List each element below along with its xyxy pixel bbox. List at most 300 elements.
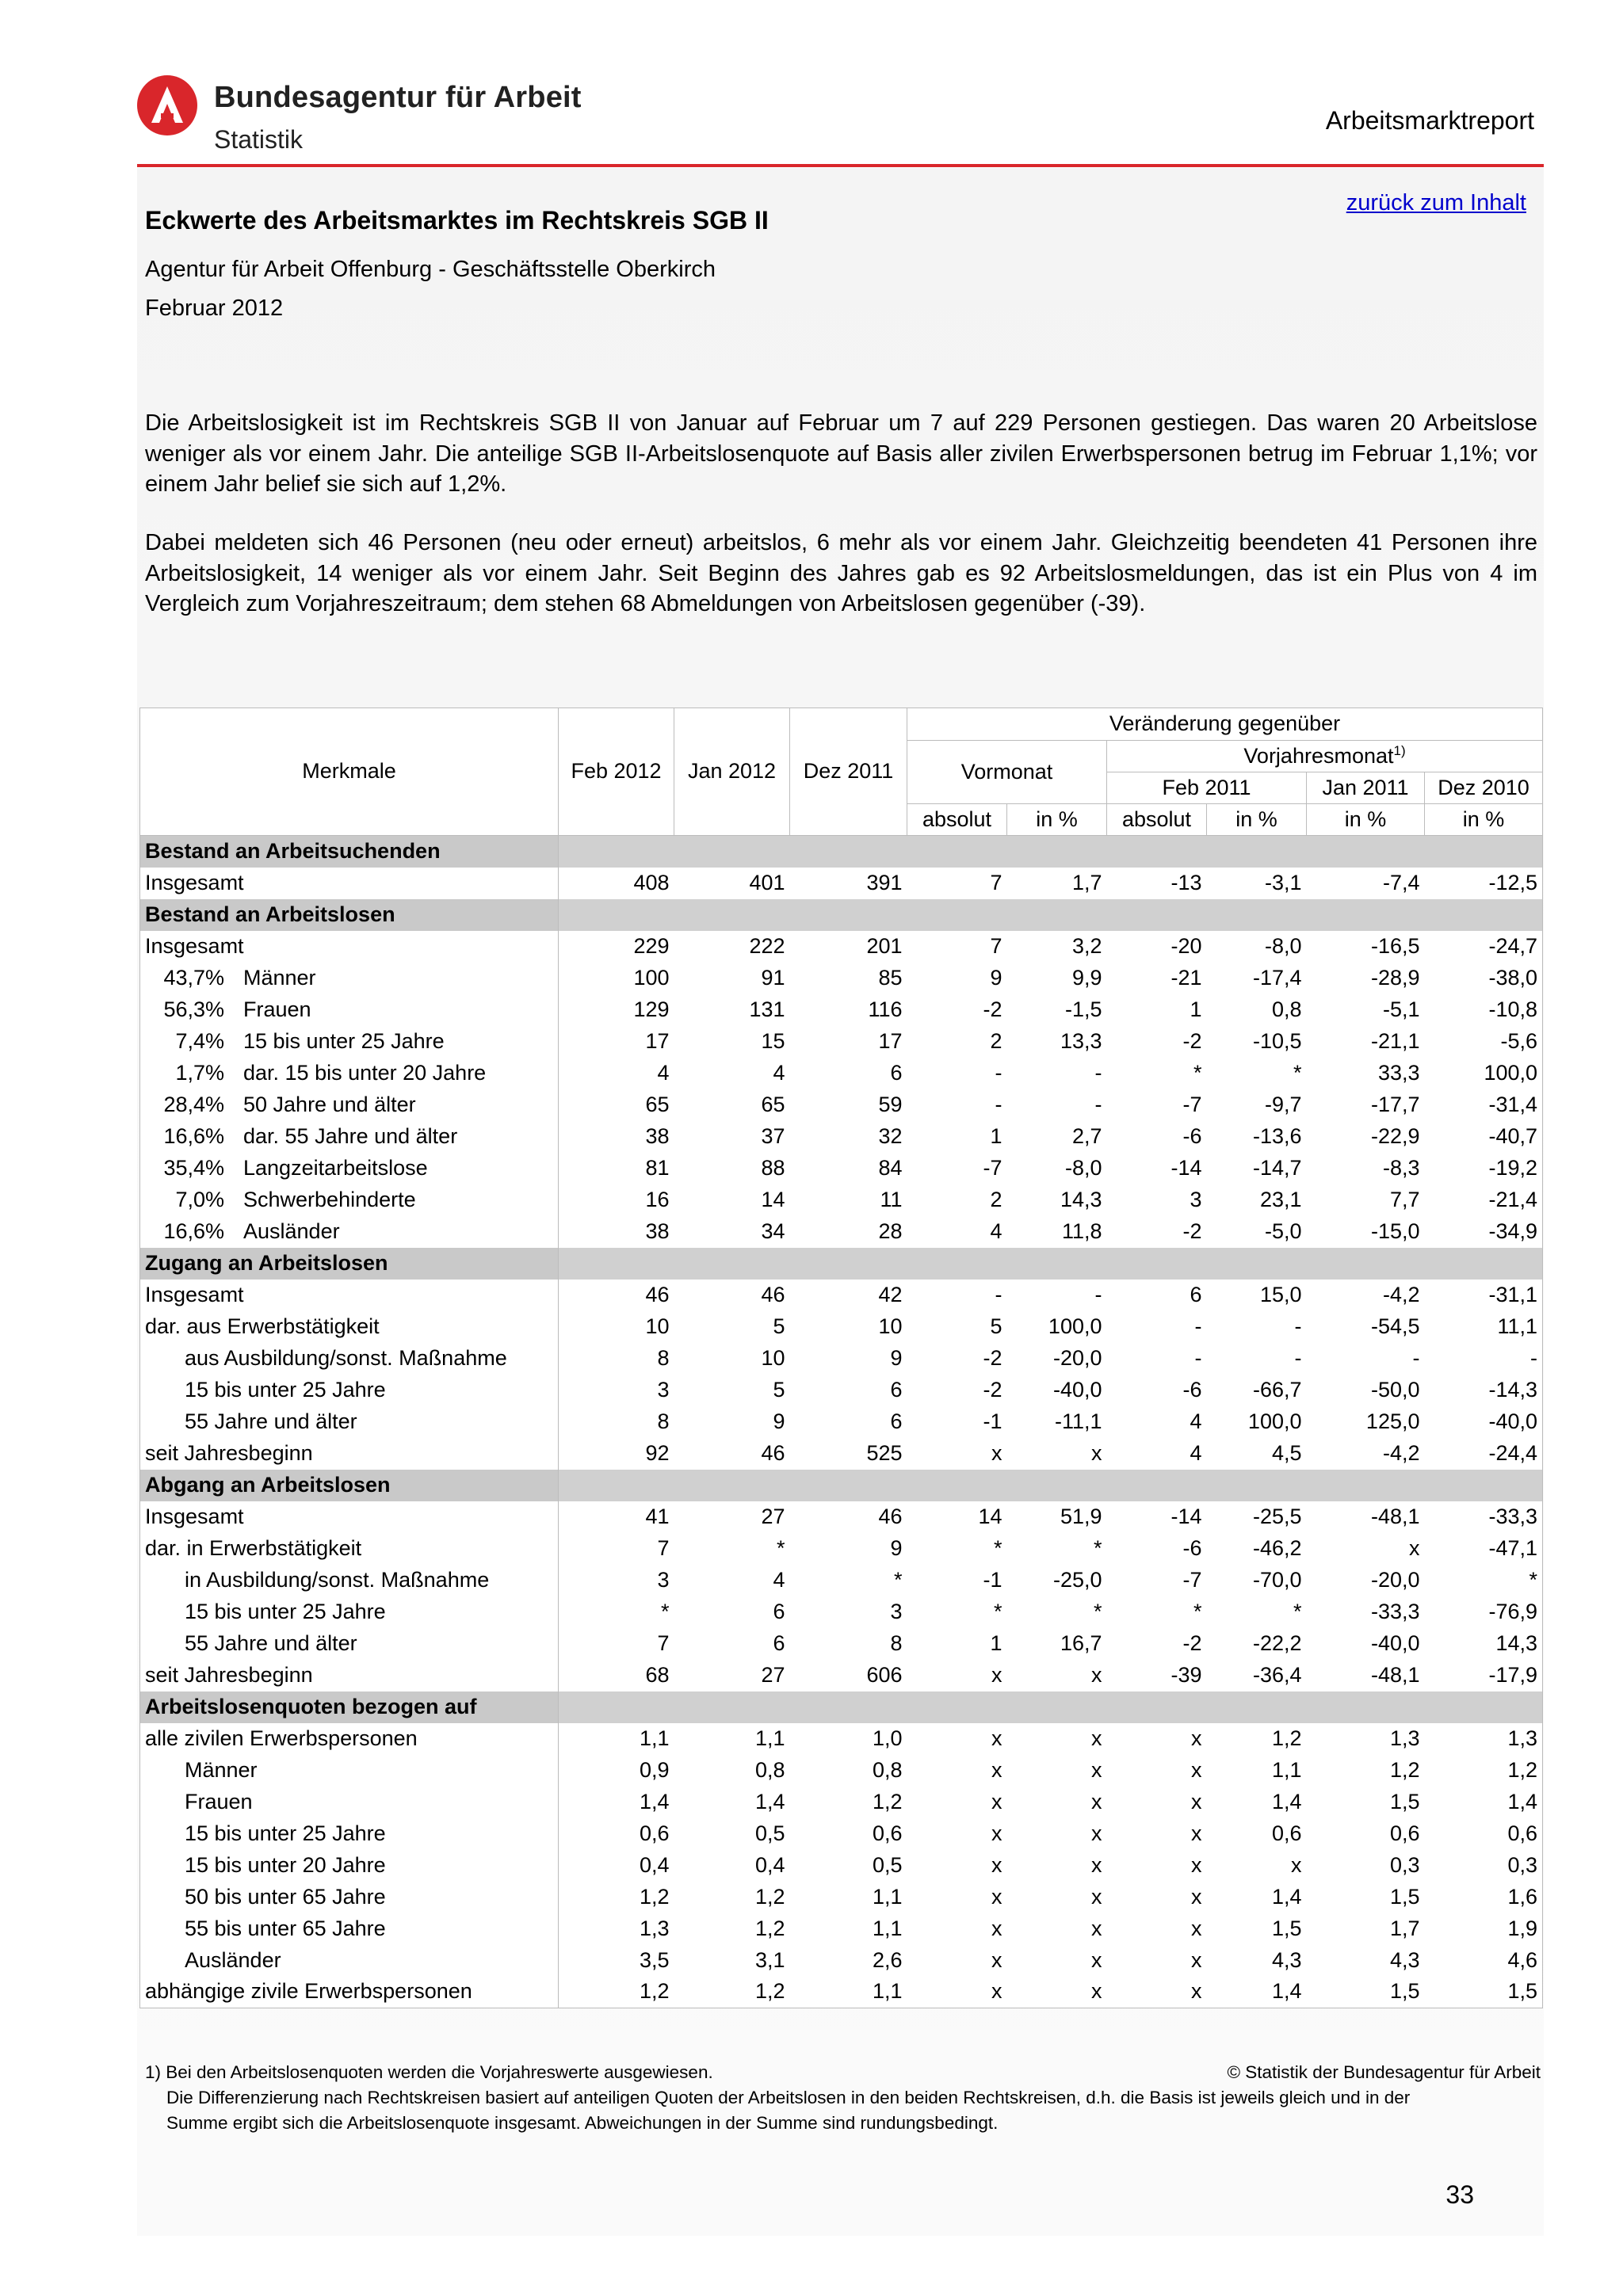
value-cell: -5,1 [1382, 997, 1420, 1021]
section-title: Abgang an Arbeitslosen [140, 1470, 559, 1501]
value-cell: 606 [866, 1662, 903, 1687]
value-cell: 14,3 [1060, 1187, 1102, 1211]
value-cell: x [1191, 1979, 1202, 2004]
value-cell: x [991, 1916, 1002, 1940]
row-label [140, 1438, 559, 1470]
value-cell: 1,3 [639, 1916, 670, 1940]
value-cell: 0,5 [872, 1852, 903, 1877]
value-cell: 16,7 [1060, 1630, 1102, 1655]
value-cell: 9 [773, 1409, 785, 1433]
value-cell: -3,1 [1264, 870, 1302, 894]
value-cell: 11,1 [1425, 1311, 1543, 1343]
value-cell: 1 [990, 1630, 1002, 1655]
value-cell: * [1093, 1599, 1102, 1623]
value-cell: x [1091, 1440, 1102, 1465]
table-row [140, 1755, 1543, 1787]
value-cell: x [1091, 1662, 1102, 1687]
value-cell: 9,9 [1071, 965, 1102, 990]
table-row [140, 1501, 1543, 1533]
value-cell: -40,0 [1052, 1377, 1102, 1402]
value-cell: 46 [878, 1504, 903, 1528]
row-label-text: in Ausbildung/sonst. Maßnahme [185, 1567, 490, 1592]
value-cell: 0,6 [1271, 1821, 1302, 1845]
value-cell: 34 [761, 1219, 785, 1243]
value-cell: 8 [657, 1409, 670, 1433]
table-row [140, 1375, 1543, 1406]
value-cell: 8 [890, 1630, 903, 1655]
row-label [140, 1026, 559, 1058]
row-label-text: dar. aus Erwerbstätigkeit [145, 1314, 380, 1338]
value-cell: 1,2 [639, 1884, 670, 1909]
row-label-text: 50 bis unter 65 Jahre [185, 1884, 386, 1909]
value-cell: 100 [633, 965, 670, 990]
value-cell: 10 [761, 1345, 785, 1370]
value-cell: 9 [890, 1345, 903, 1370]
value-cell: -2 [983, 1377, 1002, 1402]
row-label [140, 994, 559, 1026]
value-cell: * [776, 1535, 785, 1560]
value-cell: 6 [1190, 1282, 1202, 1306]
value-cell: 10 [878, 1314, 903, 1338]
value-cell: 59 [878, 1092, 903, 1116]
section-fill [559, 1248, 1543, 1280]
value-cell: -22,9 [1370, 1123, 1420, 1148]
row-label-text: 15 bis unter 20 Jahre [185, 1852, 386, 1877]
value-cell: 33,3 [1377, 1060, 1420, 1085]
value-cell: - [1294, 1345, 1302, 1370]
value-cell: * [660, 1599, 670, 1623]
value-cell: -16,5 [1370, 933, 1420, 958]
table-row [140, 1089, 1543, 1121]
brand-name: Bundesagentur für Arbeit [214, 81, 582, 114]
value-cell: x [1191, 1821, 1202, 1845]
row-label-text: Männer [243, 965, 316, 990]
table-row [140, 1945, 1543, 1977]
value-cell: -14 [1170, 1155, 1202, 1180]
value-cell: -1 [983, 1409, 1002, 1433]
row-label [140, 1153, 559, 1184]
report-period: Februar 2012 [145, 296, 284, 321]
value-cell: 1,5 [1425, 1977, 1543, 2008]
value-cell: - [1194, 1345, 1202, 1370]
value-cell: -24,7 [1425, 931, 1543, 963]
row-label [140, 1723, 559, 1755]
value-cell: 37 [761, 1123, 785, 1148]
value-cell: -20 [1170, 933, 1202, 958]
share-percent: 43,7% [163, 965, 224, 990]
value-cell: 0,8 [754, 1757, 785, 1782]
section-fill [559, 836, 1543, 868]
value-cell: 3,5 [639, 1947, 670, 1972]
value-cell: 0,5 [754, 1821, 785, 1845]
share-percent: 56,3% [163, 997, 224, 1021]
value-cell: 5 [773, 1314, 785, 1338]
table-row [140, 1913, 1543, 1945]
value-cell: 7 [990, 870, 1002, 894]
row-label-text: Ausländer [185, 1947, 281, 1972]
value-cell: -21,4 [1425, 1184, 1543, 1216]
value-cell: * [993, 1599, 1002, 1623]
header-merkmale: Merkmale [140, 708, 559, 836]
value-cell: x [991, 1440, 1002, 1465]
value-cell: 13,3 [1060, 1028, 1102, 1053]
value-cell: 81 [645, 1155, 670, 1180]
value-cell: 1,5 [1389, 1979, 1420, 2004]
value-cell: 51,9 [1060, 1504, 1102, 1528]
value-cell: -13,6 [1252, 1123, 1302, 1148]
footnote-marker: 1) [1393, 743, 1406, 759]
value-cell: x [991, 1884, 1002, 1909]
value-cell: x [1191, 1884, 1202, 1909]
vorjahresmonat-label: Vorjahresmonat [1243, 744, 1394, 769]
header-dez2010-pct: in % [1425, 804, 1543, 836]
row-label [140, 1596, 559, 1628]
table-row [140, 1660, 1543, 1691]
value-cell: -40,0 [1370, 1630, 1420, 1655]
value-cell: 91 [761, 965, 785, 990]
table-row [140, 1121, 1543, 1153]
back-to-contents-link[interactable]: zurück zum Inhalt [1346, 190, 1526, 215]
header-dez2010: Dez 2010 [1425, 772, 1543, 804]
header-vorjahr-pct: in % [1207, 804, 1307, 836]
row-label [140, 1850, 559, 1882]
table-row [140, 1406, 1543, 1438]
value-cell: 1,2 [1271, 1726, 1302, 1750]
table-row [140, 1882, 1543, 1913]
value-cell: 65 [761, 1092, 785, 1116]
value-cell: -14,7 [1252, 1155, 1302, 1180]
table-row [140, 1280, 1543, 1311]
value-cell: -24,4 [1425, 1438, 1543, 1470]
value-cell: -2 [1182, 1028, 1202, 1053]
section-header-row [140, 1470, 1543, 1501]
value-cell: 4 [1190, 1440, 1202, 1465]
table-row [140, 1628, 1543, 1660]
value-cell: -19,2 [1425, 1153, 1543, 1184]
footnote-2-line-1: Die Differenzierung nach Rechtskreisen basiert auf anteiligen Quoten der Arbeitslosen in den beiden Rechtskreisen, d.h. die Basis ist jeweils gleich und in der [166, 2088, 1411, 2107]
row-label-text: Schwerbehinderte [243, 1187, 416, 1211]
value-cell: -31,4 [1425, 1089, 1543, 1121]
value-cell: 1,3 [1425, 1723, 1543, 1755]
table-row [140, 931, 1543, 963]
summary-paragraph-1: Die Arbeitslosigkeit ist im Rechtskreis SGB II von Januar auf Februar um 7 auf 229 Personen gestiegen. Das waren 20 Arbeitslose weniger als vor einem Jahr. Die anteilige SGB II-Arbeitslosenquote auf Basis aller zivilen Erwerbspersonen betrug im Februar 1,1%; vor einem Jahr belief sie sich auf 1,2%. [145, 410, 1537, 497]
row-label [140, 1216, 559, 1248]
value-cell: -28,9 [1370, 965, 1420, 990]
row-label-text: 55 bis unter 65 Jahre [185, 1916, 386, 1940]
share-percent: 7,4% [175, 1028, 224, 1053]
row-label-text: Frauen [185, 1789, 253, 1814]
value-cell: -54,5 [1370, 1314, 1420, 1338]
value-cell: 201 [866, 933, 903, 958]
copyright-note: © Statistik der Bundesagentur für Arbeit [1227, 2062, 1541, 2082]
value-cell: 0,9 [639, 1757, 670, 1782]
value-cell: 1,4 [1271, 1884, 1302, 1909]
value-cell: -17,4 [1252, 965, 1302, 990]
value-cell: * [1093, 1535, 1102, 1560]
value-cell: 0,6 [639, 1821, 670, 1845]
value-cell: - [1094, 1282, 1102, 1306]
value-cell: 23,1 [1259, 1187, 1302, 1211]
table-row [140, 1977, 1543, 2008]
value-cell: x [991, 1662, 1002, 1687]
value-cell: -7 [983, 1155, 1002, 1180]
value-cell: 46 [761, 1282, 785, 1306]
value-cell: -34,9 [1425, 1216, 1543, 1248]
value-cell: -10,8 [1425, 994, 1543, 1026]
share-percent: 16,6% [163, 1123, 224, 1148]
value-cell: x [991, 1757, 1002, 1782]
value-cell: 1,2 [754, 1916, 785, 1940]
value-cell: 6 [773, 1630, 785, 1655]
value-cell: 0,4 [754, 1852, 785, 1877]
value-cell: 1,2 [872, 1789, 903, 1814]
value-cell: 1,4 [1271, 1979, 1302, 2004]
row-label-text: 55 Jahre und älter [185, 1630, 357, 1655]
value-cell: 2,6 [872, 1947, 903, 1972]
value-cell: 100,0 [1425, 1058, 1543, 1089]
value-cell: 1,2 [639, 1979, 670, 2004]
row-label [140, 868, 559, 899]
value-cell: -36,4 [1252, 1662, 1302, 1687]
value-cell: 11,8 [1061, 1219, 1102, 1243]
value-cell: 1,2 [754, 1979, 785, 2004]
row-label-text: Männer [185, 1757, 258, 1782]
row-label-text: dar. in Erwerbstätigkeit [145, 1535, 362, 1560]
section-fill [559, 1691, 1543, 1723]
row-label-text: seit Jahresbeginn [145, 1440, 313, 1465]
value-cell: 1,1 [872, 1979, 903, 2004]
value-cell: x [1191, 1916, 1202, 1940]
value-cell: x [1191, 1757, 1202, 1782]
table-row [140, 1184, 1543, 1216]
value-cell: 1 [1190, 997, 1202, 1021]
row-label [140, 1787, 559, 1818]
value-cell: -12,5 [1425, 868, 1543, 899]
row-label-text: abhängige zivile Erwerbspersonen [145, 1979, 472, 2004]
value-cell: 408 [633, 870, 670, 894]
value-cell: x [1091, 1979, 1102, 2004]
value-cell: -6 [1182, 1535, 1202, 1560]
value-cell: -10,5 [1252, 1028, 1302, 1053]
share-percent: 28,4% [163, 1092, 224, 1116]
value-cell: 17 [878, 1028, 903, 1053]
row-label-text: Insgesamt [145, 1282, 244, 1306]
value-cell: 6 [890, 1060, 903, 1085]
value-cell: x [1291, 1852, 1302, 1877]
row-label-text: aus Ausbildung/sonst. Maßnahme [185, 1345, 507, 1370]
value-cell: 129 [633, 997, 670, 1021]
value-cell: -48,1 [1370, 1504, 1420, 1528]
value-cell: 4 [773, 1060, 785, 1085]
value-cell: -5,6 [1425, 1026, 1543, 1058]
page-title: Eckwerte des Arbeitsmarktes im Rechtskreis SGB II [145, 206, 769, 235]
row-label [140, 1533, 559, 1565]
table-row [140, 1818, 1543, 1850]
row-label-text: Insgesamt [145, 870, 244, 894]
value-cell: -25,0 [1052, 1567, 1102, 1592]
value-cell: 5 [990, 1314, 1002, 1338]
header-vormonat-pct: in % [1007, 804, 1107, 836]
value-cell: x [991, 1979, 1002, 2004]
value-cell: x [991, 1789, 1002, 1814]
row-label-text: 55 Jahre und älter [185, 1409, 357, 1433]
value-cell: 525 [866, 1440, 903, 1465]
value-cell: 0,3 [1425, 1850, 1543, 1882]
value-cell: -40,0 [1425, 1406, 1543, 1438]
value-cell: 46 [761, 1440, 785, 1465]
value-cell: x [1409, 1535, 1420, 1560]
row-label [140, 1280, 559, 1311]
value-cell: 5 [773, 1377, 785, 1402]
value-cell: 401 [749, 870, 785, 894]
header-divider [137, 164, 1544, 167]
value-cell: 1,2 [754, 1884, 785, 1909]
value-cell: -2 [983, 1345, 1002, 1370]
value-cell: -33,3 [1425, 1501, 1543, 1533]
value-cell: 0,3 [1389, 1852, 1420, 1877]
value-cell: 131 [749, 997, 785, 1021]
row-label-text: Insgesamt [145, 1504, 244, 1528]
section-title: Zugang an Arbeitslosen [140, 1248, 559, 1280]
value-cell: 27 [761, 1504, 785, 1528]
section-header-row [140, 899, 1543, 931]
value-cell: 1,1 [639, 1726, 670, 1750]
row-label-text: Ausländer [243, 1219, 340, 1243]
value-cell: 16 [645, 1187, 670, 1211]
header-veraenderung: Veränderung gegenüber [907, 708, 1543, 741]
table-row [140, 1058, 1543, 1089]
value-cell: - [995, 1092, 1002, 1116]
value-cell: 42 [878, 1282, 903, 1306]
value-cell: -21 [1170, 965, 1202, 990]
value-cell: -21,1 [1370, 1028, 1420, 1053]
value-cell: -17,7 [1370, 1092, 1420, 1116]
row-label-text: 15 bis unter 25 Jahre [243, 1028, 445, 1053]
value-cell: -22,2 [1252, 1630, 1302, 1655]
section-header-row [140, 1691, 1543, 1723]
row-label [140, 1089, 559, 1121]
value-cell: 6 [773, 1599, 785, 1623]
agency-name: Agentur für Arbeit Offenburg - Geschäftsstelle Oberkirch [145, 257, 716, 282]
row-label-text: dar. 55 Jahre und älter [243, 1123, 458, 1148]
value-cell: 7 [990, 933, 1002, 958]
value-cell: 7 [657, 1535, 670, 1560]
value-cell: 1,6 [1425, 1882, 1543, 1913]
value-cell: 222 [749, 933, 785, 958]
footnote-1: 1) Bei den Arbeitslosenquoten werden die Vorjahreswerte ausgewiesen. [145, 2062, 713, 2082]
value-cell: 2 [990, 1028, 1002, 1053]
row-label-text: Langzeitarbeitslose [243, 1155, 428, 1180]
value-cell: x [1191, 1947, 1202, 1972]
section-fill [559, 1470, 1543, 1501]
value-cell: 85 [878, 965, 903, 990]
row-label [140, 1058, 559, 1089]
value-cell: 0,8 [1271, 997, 1302, 1021]
section-fill [559, 899, 1543, 931]
share-percent: 1,7% [175, 1060, 224, 1085]
row-label [140, 1375, 559, 1406]
value-cell: 2,7 [1071, 1123, 1102, 1148]
value-cell: 10 [645, 1314, 670, 1338]
value-cell: -13 [1170, 870, 1202, 894]
value-cell: 1,1 [872, 1916, 903, 1940]
value-cell: 15,0 [1259, 1282, 1302, 1306]
value-cell: -14,3 [1425, 1375, 1543, 1406]
value-cell: -8,3 [1382, 1155, 1420, 1180]
header-feb2011: Feb 2011 [1107, 772, 1307, 804]
value-cell: 1,4 [754, 1789, 785, 1814]
row-label [140, 1121, 559, 1153]
header-vorjahr-absolut: absolut [1107, 804, 1207, 836]
value-cell: 4,3 [1271, 1947, 1302, 1972]
value-cell: - [1412, 1345, 1420, 1370]
value-cell: -14 [1170, 1504, 1202, 1528]
value-cell: 100,0 [1247, 1409, 1302, 1433]
value-cell: 125,0 [1365, 1409, 1420, 1433]
section-header-row [140, 1248, 1543, 1280]
value-cell: 92 [645, 1440, 670, 1465]
value-cell: 3 [657, 1567, 670, 1592]
value-cell: -33,3 [1370, 1599, 1420, 1623]
value-cell: x [1191, 1852, 1202, 1877]
value-cell: x [1091, 1884, 1102, 1909]
value-cell: -11,1 [1054, 1409, 1102, 1433]
table-row [140, 963, 1543, 994]
value-cell: 1,7 [1389, 1916, 1420, 1940]
value-cell: x [1091, 1916, 1102, 1940]
page-number: 33 [1445, 2180, 1474, 2209]
row-label [140, 1818, 559, 1850]
value-cell: x [1191, 1726, 1202, 1750]
value-cell: 1 [990, 1123, 1002, 1148]
value-cell: -20,0 [1370, 1567, 1420, 1592]
value-cell: 9 [890, 1535, 903, 1560]
row-label [140, 1945, 559, 1977]
value-cell: -4,2 [1382, 1282, 1420, 1306]
section-title: Bestand an Arbeitslosen [140, 899, 559, 931]
value-cell: 1,2 [1389, 1757, 1420, 1782]
value-cell: -25,5 [1252, 1504, 1302, 1528]
value-cell: - [995, 1060, 1002, 1085]
value-cell: 11 [880, 1187, 903, 1211]
value-cell: 1,5 [1389, 1789, 1420, 1814]
value-cell: - [1094, 1060, 1102, 1085]
value-cell: 4 [773, 1567, 785, 1592]
value-cell: * [1425, 1565, 1543, 1596]
report-label: Arbeitsmarktreport [1325, 106, 1534, 135]
table-row [140, 1216, 1543, 1248]
value-cell: 84 [878, 1155, 903, 1180]
value-cell: -7,4 [1382, 870, 1420, 894]
value-cell: - [1425, 1343, 1543, 1375]
value-cell: 4,3 [1389, 1947, 1420, 1972]
value-cell: 116 [868, 997, 903, 1021]
table-row [140, 1723, 1543, 1755]
value-cell: x [1091, 1789, 1102, 1814]
value-cell: -5,0 [1264, 1219, 1302, 1243]
value-cell: 38 [645, 1219, 670, 1243]
value-cell: x [991, 1821, 1002, 1845]
value-cell: -39 [1170, 1662, 1202, 1687]
value-cell: 14 [978, 1504, 1002, 1528]
row-label [140, 1882, 559, 1913]
row-label [140, 963, 559, 994]
value-cell: x [1191, 1789, 1202, 1814]
value-cell: 7,7 [1389, 1187, 1420, 1211]
table-row [140, 1438, 1543, 1470]
value-cell: -7 [1182, 1567, 1202, 1592]
value-cell: - [1294, 1314, 1302, 1338]
